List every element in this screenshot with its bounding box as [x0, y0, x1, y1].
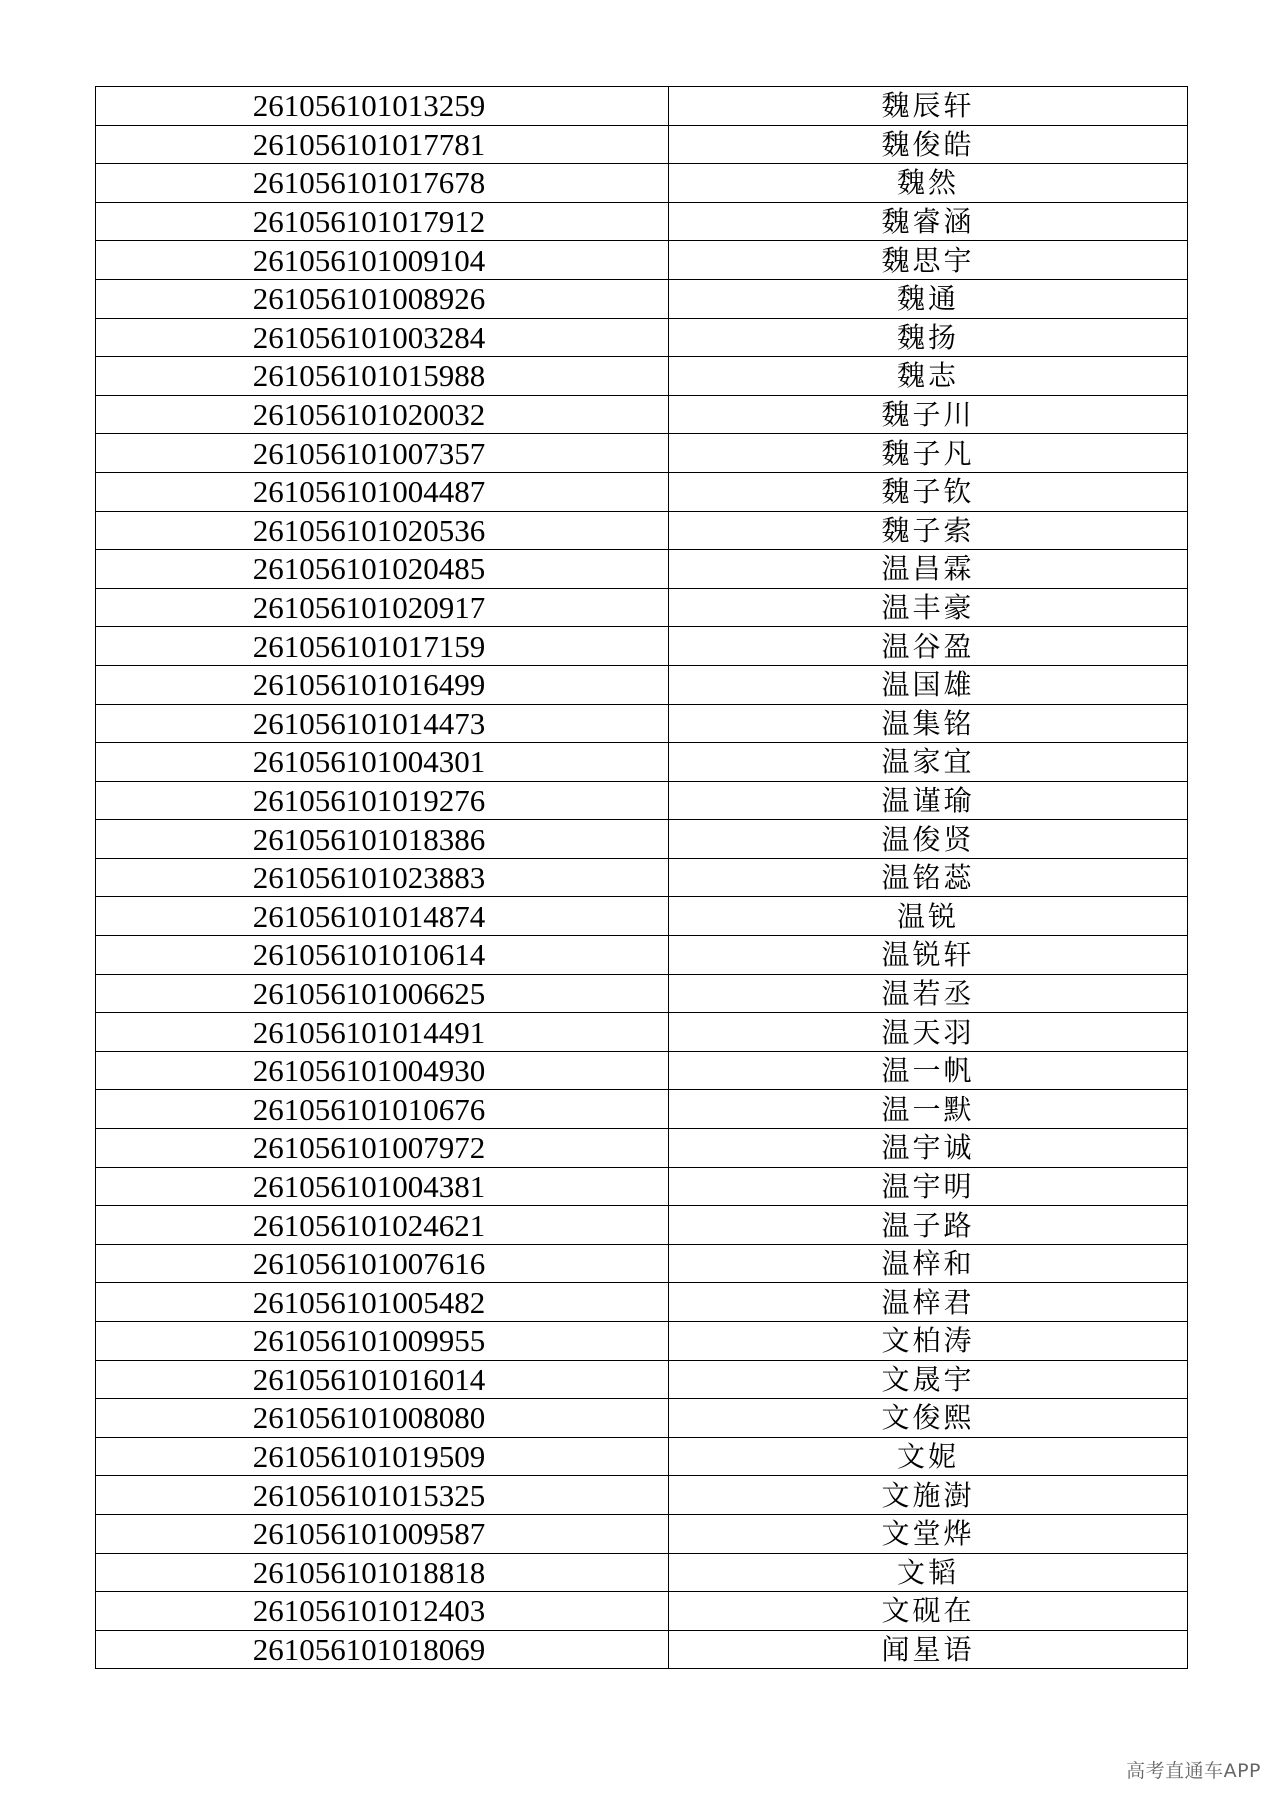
roster-table	[95, 86, 1188, 1669]
candidate-name-cell: 魏子川	[669, 395, 1188, 434]
candidate-name-cell: 文晟宇	[669, 1360, 1188, 1399]
table-row	[96, 164, 1188, 203]
candidate-name-cell: 温宇明	[669, 1167, 1188, 1206]
candidate-name-cell: 文砚在	[669, 1592, 1188, 1631]
table-row	[96, 1437, 1188, 1476]
candidate-name-cell: 闻星语	[669, 1630, 1188, 1669]
candidate-name-cell: 温天羽	[669, 1013, 1188, 1052]
candidate-id-cell: 261056101017159	[96, 627, 669, 666]
table-row	[96, 704, 1188, 743]
candidate-id-cell: 261056101013259	[96, 87, 669, 126]
table-row	[96, 1476, 1188, 1515]
candidate-id-cell: 261056101007616	[96, 1244, 669, 1283]
candidate-id-cell: 261056101017678	[96, 164, 669, 203]
candidate-name-cell: 温锐	[669, 897, 1188, 936]
table-row	[96, 1129, 1188, 1168]
candidate-id-cell: 261056101017912	[96, 202, 669, 241]
table-row	[96, 550, 1188, 589]
candidate-name-cell: 温家宜	[669, 743, 1188, 782]
candidate-id-cell: 261056101023883	[96, 858, 669, 897]
candidate-name-cell: 魏子钦	[669, 472, 1188, 511]
candidate-id-cell: 261056101004930	[96, 1051, 669, 1090]
table-row	[96, 1167, 1188, 1206]
candidate-id-cell: 261056101018386	[96, 820, 669, 859]
table-row	[96, 1013, 1188, 1052]
table-row	[96, 1051, 1188, 1090]
table-row	[96, 87, 1188, 126]
candidate-name-cell: 魏然	[669, 164, 1188, 203]
candidate-id-cell: 261056101017781	[96, 125, 669, 164]
candidate-id-cell: 261056101019509	[96, 1437, 669, 1476]
candidate-name-cell: 魏思宇	[669, 241, 1188, 280]
table-row	[96, 1322, 1188, 1361]
candidate-id-cell: 261056101010676	[96, 1090, 669, 1129]
candidate-id-cell: 261056101019276	[96, 781, 669, 820]
table-row	[96, 974, 1188, 1013]
table-row	[96, 472, 1188, 511]
table-row	[96, 1514, 1188, 1553]
candidate-id-cell: 261056101008080	[96, 1399, 669, 1438]
candidate-id-cell: 261056101004487	[96, 472, 669, 511]
candidate-id-cell: 261056101020032	[96, 395, 669, 434]
candidate-id-cell: 261056101004301	[96, 743, 669, 782]
candidate-name-cell: 温国雄	[669, 665, 1188, 704]
table-row	[96, 743, 1188, 782]
table-row	[96, 511, 1188, 550]
table-row	[96, 820, 1188, 859]
table-row	[96, 1090, 1188, 1129]
candidate-id-cell: 261056101016014	[96, 1360, 669, 1399]
table-row	[96, 434, 1188, 473]
candidate-name-cell: 温锐轩	[669, 936, 1188, 975]
candidate-name-cell: 魏通	[669, 279, 1188, 318]
candidate-id-cell: 261056101005482	[96, 1283, 669, 1322]
candidate-id-cell: 261056101014491	[96, 1013, 669, 1052]
candidate-id-cell: 261056101020485	[96, 550, 669, 589]
table-row	[96, 1553, 1188, 1592]
candidate-name-cell: 温丰豪	[669, 588, 1188, 627]
candidate-id-cell: 261056101010614	[96, 936, 669, 975]
table-row	[96, 627, 1188, 666]
candidate-name-cell: 文韬	[669, 1553, 1188, 1592]
table-row	[96, 936, 1188, 975]
candidate-id-cell: 261056101015325	[96, 1476, 669, 1515]
table-row	[96, 781, 1188, 820]
candidate-id-cell: 261056101012403	[96, 1592, 669, 1631]
table-row	[96, 318, 1188, 357]
candidate-id-cell: 261056101009587	[96, 1514, 669, 1553]
candidate-name-cell: 文俊熙	[669, 1399, 1188, 1438]
candidate-id-cell: 261056101020536	[96, 511, 669, 550]
candidate-id-cell: 261056101014874	[96, 897, 669, 936]
table-row	[96, 665, 1188, 704]
candidate-id-cell: 261056101018069	[96, 1630, 669, 1669]
candidate-name-cell: 温宇诚	[669, 1129, 1188, 1168]
candidate-name-cell: 温梓和	[669, 1244, 1188, 1283]
candidate-name-cell: 温若丞	[669, 974, 1188, 1013]
table-row	[96, 202, 1188, 241]
candidate-name-cell: 温一帆	[669, 1051, 1188, 1090]
candidate-id-cell: 261056101015988	[96, 357, 669, 396]
table-row	[96, 1399, 1188, 1438]
table-row	[96, 858, 1188, 897]
candidate-id-cell: 261056101008926	[96, 279, 669, 318]
candidate-name-cell: 魏睿涵	[669, 202, 1188, 241]
candidate-name-cell: 温谨瑜	[669, 781, 1188, 820]
candidate-name-cell: 魏志	[669, 357, 1188, 396]
watermark: 高考直通车APP	[1126, 1760, 1261, 1782]
table-row	[96, 395, 1188, 434]
candidate-name-cell: 文堂烨	[669, 1514, 1188, 1553]
candidate-id-cell: 261056101014473	[96, 704, 669, 743]
table-row	[96, 1283, 1188, 1322]
candidate-name-cell: 文施澍	[669, 1476, 1188, 1515]
candidate-name-cell: 魏子索	[669, 511, 1188, 550]
table-row	[96, 588, 1188, 627]
candidate-name-cell: 魏俊皓	[669, 125, 1188, 164]
table-row	[96, 241, 1188, 280]
table-row	[96, 1206, 1188, 1245]
candidate-name-cell: 温铭蕊	[669, 858, 1188, 897]
candidate-name-cell: 温一默	[669, 1090, 1188, 1129]
candidate-id-cell: 261056101009955	[96, 1322, 669, 1361]
table-row	[96, 1360, 1188, 1399]
roster-body	[96, 87, 1188, 1669]
candidate-id-cell: 261056101007357	[96, 434, 669, 473]
candidate-name-cell: 魏辰轩	[669, 87, 1188, 126]
candidate-name-cell: 魏扬	[669, 318, 1188, 357]
table-row	[96, 357, 1188, 396]
candidate-id-cell: 261056101007972	[96, 1129, 669, 1168]
table-row	[96, 125, 1188, 164]
candidate-name-cell: 文妮	[669, 1437, 1188, 1476]
candidate-name-cell: 温俊贤	[669, 820, 1188, 859]
candidate-name-cell: 温谷盈	[669, 627, 1188, 666]
table-row	[96, 897, 1188, 936]
table-row	[96, 1244, 1188, 1283]
candidate-name-cell: 温子路	[669, 1206, 1188, 1245]
candidate-id-cell: 261056101016499	[96, 665, 669, 704]
candidate-name-cell: 温昌霖	[669, 550, 1188, 589]
table-row	[96, 279, 1188, 318]
candidate-id-cell: 261056101018818	[96, 1553, 669, 1592]
candidate-id-cell: 261056101020917	[96, 588, 669, 627]
candidate-id-cell: 261056101004381	[96, 1167, 669, 1206]
candidate-id-cell: 261056101024621	[96, 1206, 669, 1245]
table-row	[96, 1630, 1188, 1669]
candidate-id-cell: 261056101006625	[96, 974, 669, 1013]
candidate-name-cell: 文柏涛	[669, 1322, 1188, 1361]
candidate-id-cell: 261056101009104	[96, 241, 669, 280]
candidate-name-cell: 魏子凡	[669, 434, 1188, 473]
table-row	[96, 1592, 1188, 1631]
candidate-id-cell: 261056101003284	[96, 318, 669, 357]
candidate-name-cell: 温集铭	[669, 704, 1188, 743]
candidate-name-cell: 温梓君	[669, 1283, 1188, 1322]
